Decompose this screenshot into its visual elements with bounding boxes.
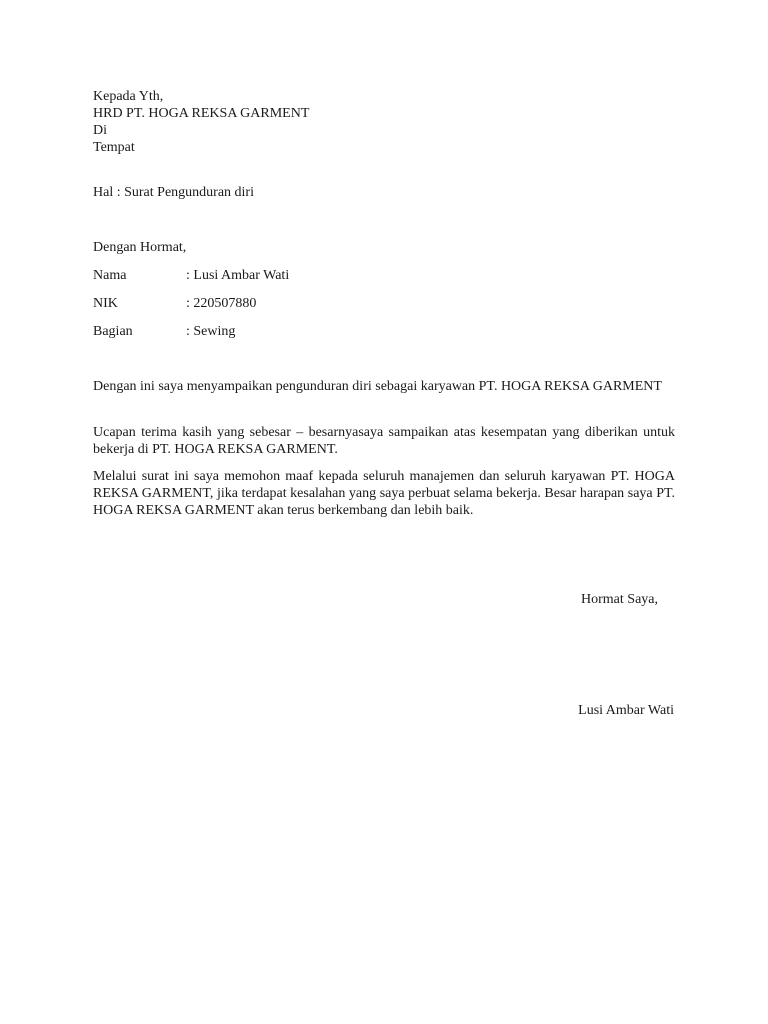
signature-name: Lusi Ambar Wati [578,703,674,718]
paragraph-3: Melalui surat ini saya memohon maaf kepada seluruh manajemen dan seluruh karyawan PT. HOGA REKSA GARMENT, jika terdapat kesalahan yang saya perbuat selama bekerja. Besar harapan saya PT. HOGA REKSA GARMENT akan terus berkembang dan lebih baik. [93,469,675,518]
identity-value-name: : Lusi Ambar Wati [186,268,290,283]
identity-value-bagian: : Sewing [186,324,236,339]
identity-value-nik: : 220507880 [186,296,257,311]
identity-label-nik: NIK [93,296,118,311]
paragraph-2: Ucapan terima kasih yang sebesar – besarnyasaya sampaikan atas kesempatan yang diberikan untuk bekerja di PT. HOGA REKSA GARMENT. [93,425,675,457]
recipient-line-3: Di [93,123,107,138]
recipient-line-2: HRD PT. HOGA REKSA GARMENT [93,106,310,121]
identity-label-name: Nama [93,268,127,283]
closing-greeting: Hormat Saya, [581,592,658,607]
recipient-line-1: Kepada Yth, [93,89,164,104]
identity-label-bagian: Bagian [93,324,133,339]
salutation: Dengan Hormat, [93,240,187,255]
recipient-line-4: Tempat [93,140,135,155]
paragraph-1: Dengan ini saya menyampaikan pengunduran diri sebagai karyawan PT. HOGA REKSA GARMENT [93,379,662,394]
subject-line: Hal : Surat Pengunduran diri [93,185,254,200]
